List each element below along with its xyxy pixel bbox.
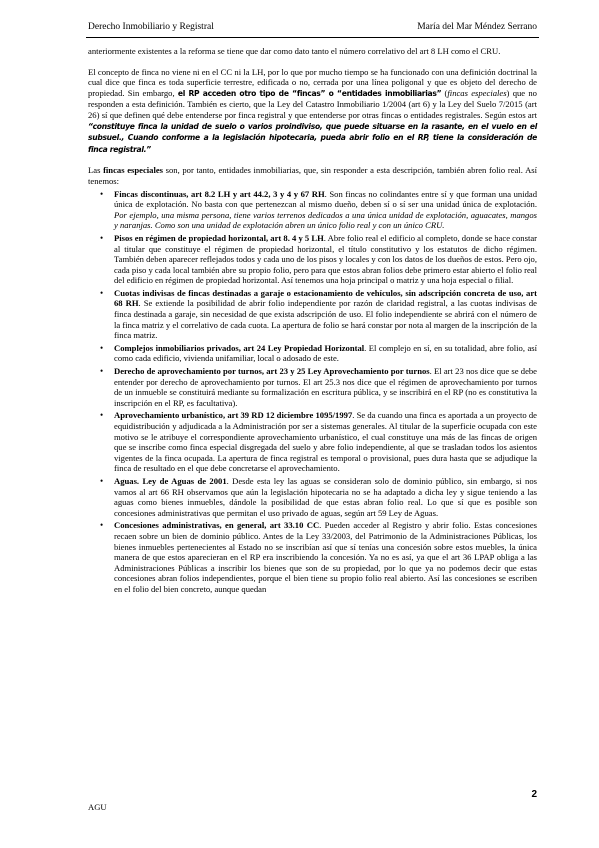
list-item: • Complejos inmobiliarios privados, art 24 Ley Propiedad Horizontal. El complejo en sí, en su totalidad, abre folio, así como cada edificio, vivienda unifamiliar, local o adosado de este. [114, 343, 537, 364]
page-header [88, 22, 537, 36]
header-divider [86, 37, 539, 38]
header-author: María del Mar Méndez Serrano [417, 22, 537, 32]
handwritten-emphasis: el RP acceden otro tipo de “fincas” o “entidades inmobiliarias” [177, 88, 442, 98]
list-item-title: Aguas. Ley de Aguas de 2001 [114, 475, 227, 486]
special-fincas-list [88, 189, 537, 595]
list-item-title: Complejos inmobiliarios privados, art 24 Ley Propiedad Horizontal [114, 342, 365, 353]
bold-term: fincas especiales [103, 165, 163, 176]
list-item-title: Pisos en régimen de propiedad horizontal, art 8. 4 y 5 LH [114, 232, 324, 243]
list-item: • Cuotas indivisas de fincas destinadas a garaje o estacionamiento de vehículos, sin adscripción concreta de uso, art 68 RH. Se extiende la posibilidad de abrir folio independiente por razón de claridad registral, a las cuotas indivisas de finca destinada a garaje, sin necesidad de que exista adscripción de uso. El folio independiente se abrirá con el número de la finca matriz y el correlativo de cada cuota. La apertura de folio se hará constar por nota al margen de la inscripción de la finca matriz. [114, 288, 537, 341]
paragraph-special-fincas: Las fincas especiales son, por tanto, entidades inmobiliarias, que, sin responder a esta descripción, también abren folio real. Así tenemos: [88, 165, 538, 186]
list-item: • Aprovechamiento urbanístico, art 39 RD 12 diciembre 1095/1997. Se da cuando una finca es aportada a un proyecto de equidistribución y adjudicada a la Administración por ser a sistemas generales. Al titular de la superficie ocupada con este motivo se le atribuye el correspondiente aprovechamiento urbanístico, el cual constituye una más de las fincas de origen que se inscribe como finca especial disgregada del suelo y abre folio independiente, al que se trasladan todos los asientos vigentes de la finca ocupada. La apertura de finca registral es temporal o provisional, pues dura hasta que se adjudique la finca de resultado en el que debe concretarse el aprovechamiento. [114, 410, 537, 474]
list-item-title: Derecho de aprovechamiento por turnos, art 23 y 25 Ley Aprovechamiento por turnos [114, 366, 430, 377]
page-body [88, 46, 537, 597]
list-item: • Aguas. Ley de Aguas de 2001. Desde esta ley las aguas se consideran solo de dominio público, sin embargo, si nos vamos al art 66 RH observamos que aún la legislación hipotecaria no se ha adaptado a dicha ley y sigue teniendo a las aguas como bienes inmuebles, dándole la posibilidad de que estas abran folio real. Lo que sí que es posible son concesiones administrativas que permitan el uso privado de aguas, según art 59 Ley de Aguas. [114, 476, 537, 518]
page-number: 2 [531, 789, 537, 800]
list-item-title: Aprovechamiento urbanístico, art 39 RD 12 diciembre 1095/1997 [114, 410, 353, 421]
list-item-title: Cuotas indivisas de fincas destinadas a garaje o estacionamiento de vehículos, sin adscripción concreta de uso, art 68 RH [114, 287, 537, 309]
handwritten-quote: “constituye finca la unidad de suelo o varios proindiviso, que puede situarse en la rasante, en el vuelo en el subsuel., Cuando conforme a la legislación hipotecaria, pueda abrir folio en el RP, tiene la consideración de finca registral.” [88, 121, 537, 154]
header-course-title: Derecho Inmobiliario y Registral [88, 22, 214, 32]
list-item: • Pisos en régimen de propiedad horizontal, art 8. 4 y 5 LH. Abre folio real el edificio al completo, donde se hace constar al titular que constituye el régimen de propiedad horizontal, el título constitutivo y los estatutos de dicho régimen. También deben aparecer reflejados todos y cada uno de los pisos y locales y con los datos de los dueños de estos. Pero ojo, cada piso y cada local también abre su propio folio, pero para que estos abran folios debe primero estar abierto el folio real del edificio en régimen de propiedad horizontal. Así tenemos una hoja principal o matriz y una hoja especial o filial. [114, 233, 537, 286]
list-item-title: Concesiones administrativas, en general, art 33.10 CC [114, 520, 320, 531]
paragraph-finca-concept: El concepto de finca no viene ni en el CC ni la LH, por lo que por mucho tiempo se ha funcionado con una definición doctrinal la cual dice que finca es toda superficie terrestre, edificada o no, cerrada por una línea poligonal y que es objeto del derecho de propiedad. Sin embargo, el RP acceden otro tipo de “fincas” o “entidades inmobiliarias” (fincas especiales) que no responden a esta definición. También es cierto, que la Ley del Catastro Inmobiliario 1/2004 (art 6) y la Ley del Suelo 7/2015 (art 26) sí que definen qué debe entenderse por finca registral y que entenderse por otras fincas o entidades registrales. Según estos art “constituye finca la unidad de suelo o varios proindiviso, que puede situarse en la rasante, en el vuelo en el subsuel., Cuando conforme a la legislación hipotecaria, pueda abrir folio en el RP, tiene la consideración de finca registral.” [88, 66, 537, 154]
list-item: • Concesiones administrativas, en general, art 33.10 CC. Pueden acceder al Registro y abrir folio. Estas concesiones recaen sobre un bien de dominio público. Antes de la Ley 33/2003, del Patrimonio de la Administraciones Públicas, los bienes inmuebles pertenecientes al Estado no se inscribían así que sí tenías una concesión sobre estos muebles, la única manera de que estos aparecieran en el RP era inscribiendo la concesión. Ya no es así, ya que el art 36 LPAP obliga a las Administraciones Públicas a inscribir los bienes que son de su propiedad, por lo que ya no podemos decir que estas concesiones abran folios independientes, porque el bien tiene su propio folio real abierto. Así las concesiones se escriben en el folio del bien concreto, aunque quedan [114, 520, 537, 594]
italic-term: fincas especiales [447, 87, 507, 98]
paragraph-continuation: anteriormente existentes a la reforma se tiene que dar como dato tanto el número correlativo del art 8 LH como el CRU. [88, 46, 501, 56]
list-item: • Fincas discontinuas, art 8.2 LH y art 44.2, 3 y 4 y 67 RH. Son fincas no colindantes entre sí y que forman una unidad única de explotación. No basta con que pertenezcan al mismo dueño, deben sí o sí ser una unidad única de explotación. Por ejemplo, una misma persona, tiene varios terrenos dedicados a una única unidad de explotación, aguacates, mangos y naranjas. Como son una unidad de explotación abren un único folio real y con un único CRU. [114, 189, 537, 231]
list-item: • Derecho de aprovechamiento por turnos, art 23 y 25 Ley Aprovechamiento por turnos. El art 23 nos dice que se debe entender por derecho de aprovechamiento por turnos. El art 25.3 nos dice que el régimen de aprovechamiento por turnos de un inmueble se constituirá mediante su formalización en escritura pública, y se inscribirá en el RP (no es constitutiva la inscripción en el RP, es facultativa). [114, 366, 537, 408]
footer-initials: AGU [88, 802, 107, 812]
list-item-example: Por ejemplo, una misma persona, tiene varios terrenos dedicados a una única unidad de explotación, aguacates, mangos y naranjas. Como son una unidad de explotación abren un único folio real y con un único CRU. [114, 209, 537, 231]
list-item-title: Fincas discontinuas, art 8.2 LH y art 44.2, 3 y 4 y 67 RH [114, 188, 325, 199]
